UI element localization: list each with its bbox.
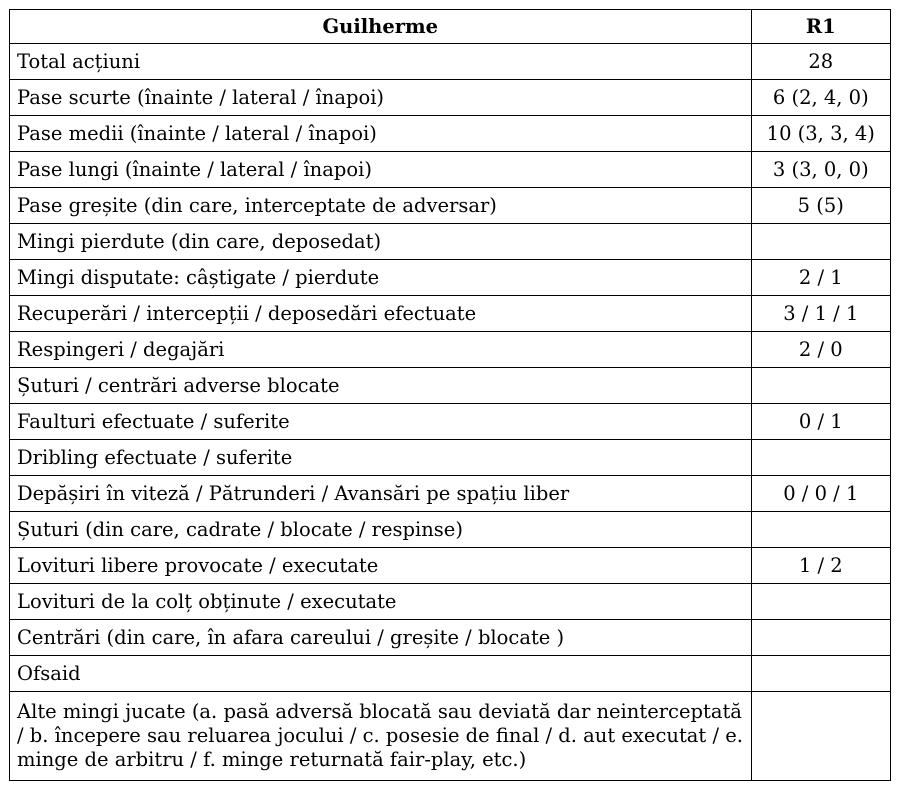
row-label: Respingeri / degajări	[10, 332, 752, 368]
row-label: Dribling efectuate / suferite	[10, 440, 752, 476]
row-value: 2 / 0	[751, 332, 890, 368]
table-row	[10, 548, 891, 584]
row-value: 1 / 2	[751, 548, 890, 584]
row-label: Faulturi efectuate / suferite	[10, 404, 752, 440]
table-row	[10, 296, 891, 332]
table-row	[10, 188, 891, 224]
row-label: Șuturi / centrări adverse blocate	[10, 368, 752, 404]
row-label: Centrări (din care, în afara careului / greșite / blocate )	[10, 620, 752, 656]
row-value: 3 / 1 / 1	[751, 296, 890, 332]
row-label: Șuturi (din care, cadrate / blocate / respinse)	[10, 512, 752, 548]
table-header-row	[10, 10, 891, 44]
row-value	[751, 440, 890, 476]
table-row	[10, 260, 891, 296]
round-header: R1	[751, 10, 890, 44]
row-value: 5 (5)	[751, 188, 890, 224]
row-label: Pase lungi (înainte / lateral / înapoi)	[10, 152, 752, 188]
row-value: 10 (3, 3, 4)	[751, 116, 890, 152]
table-row	[10, 332, 891, 368]
row-label: Pase greșite (din care, interceptate de adversar)	[10, 188, 752, 224]
table-row	[10, 44, 891, 80]
table-row	[10, 116, 891, 152]
player-stats-table	[9, 9, 891, 781]
table-row	[10, 368, 891, 404]
table-row	[10, 224, 891, 260]
row-label: Total acțiuni	[10, 44, 752, 80]
table-row	[10, 584, 891, 620]
row-value: 28	[751, 44, 890, 80]
row-label: Pase scurte (înainte / lateral / înapoi)	[10, 80, 752, 116]
row-value: 6 (2, 4, 0)	[751, 80, 890, 116]
row-label: Depășiri în viteză / Pătrunderi / Avansări pe spațiu liber	[10, 476, 752, 512]
row-value	[751, 656, 890, 692]
table-row	[10, 476, 891, 512]
row-label: Mingi disputate: câștigate / pierdute	[10, 260, 752, 296]
table-row	[10, 404, 891, 440]
row-value	[751, 620, 890, 656]
row-label: Alte mingi jucate (a. pasă adversă blocată sau deviată dar neinterceptată / b. începere sau reluarea jocului / c. posesie de final / d. aut executat / e. minge de arbitru / f. minge returnată fair-play, etc.)	[10, 692, 752, 781]
row-label: Lovituri libere provocate / executate	[10, 548, 752, 584]
row-value: 2 / 1	[751, 260, 890, 296]
table-row	[10, 152, 891, 188]
row-label: Recuperări / intercepții / deposedări efectuate	[10, 296, 752, 332]
table-row	[10, 440, 891, 476]
row-label: Pase medii (înainte / lateral / înapoi)	[10, 116, 752, 152]
row-value: 3 (3, 0, 0)	[751, 152, 890, 188]
row-label: Ofsaid	[10, 656, 752, 692]
row-label: Lovituri de la colț obținute / executate	[10, 584, 752, 620]
table-row	[10, 620, 891, 656]
table-row	[10, 692, 891, 781]
table-row	[10, 80, 891, 116]
row-value: 0 / 0 / 1	[751, 476, 890, 512]
row-value	[751, 512, 890, 548]
row-value	[751, 692, 890, 781]
row-value	[751, 584, 890, 620]
row-value	[751, 368, 890, 404]
row-value	[751, 224, 890, 260]
row-label: Mingi pierdute (din care, deposedat)	[10, 224, 752, 260]
player-name-header: Guilherme	[10, 10, 752, 44]
table-row	[10, 656, 891, 692]
table-row	[10, 512, 891, 548]
row-value: 0 / 1	[751, 404, 890, 440]
